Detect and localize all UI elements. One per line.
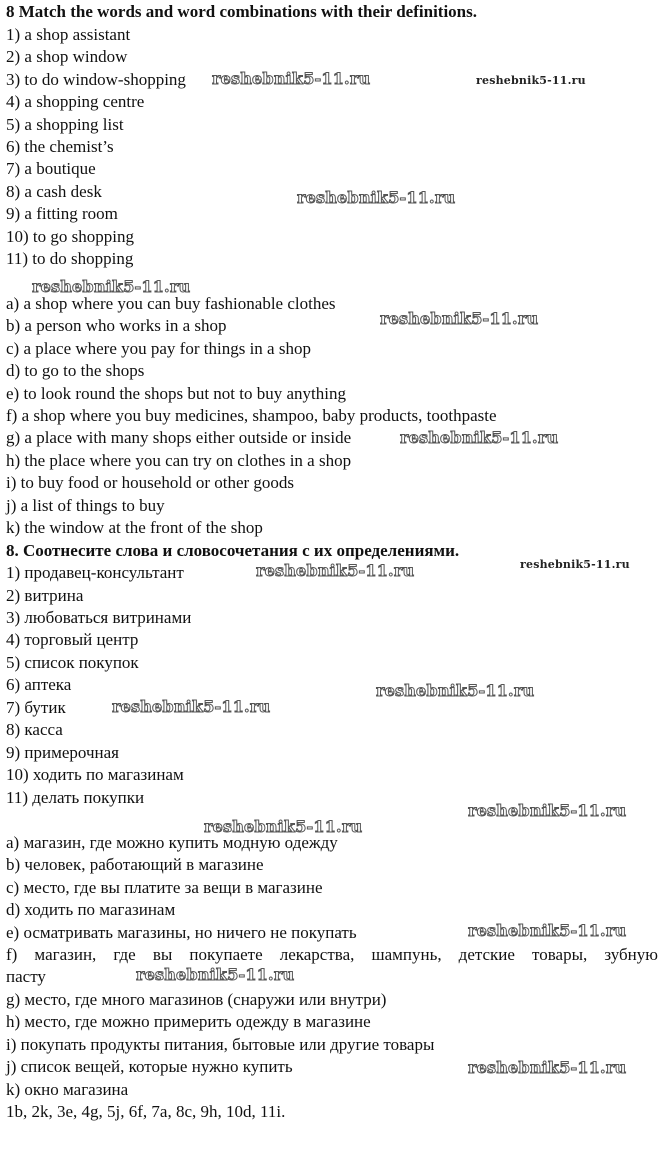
definition-item: j) список вещей, которые нужно купить (6, 1057, 293, 1076)
word: вы (152, 945, 173, 964)
definition-item: g) место, где много магазинов (снаружи или внутри) (6, 990, 387, 1009)
watermark: reshebnik5-11.ru (204, 817, 363, 836)
watermark: reshebnik5-11.ru (476, 74, 586, 87)
definition-item: h) the place where you can try on clothes in a shop (6, 451, 352, 470)
word-item: 9) примерочная (6, 743, 119, 762)
word-item: 11) to do shopping (6, 249, 134, 268)
word: зубную (604, 945, 658, 964)
definition-item: e) to look round the shops but not to buy anything (6, 384, 346, 403)
english-heading: 8 Match the words and word combinations with their definitions. (6, 2, 477, 21)
word-item: 7) a boutique (6, 159, 96, 178)
definition-item: a) магазин, где можно купить модную одежду (6, 833, 338, 852)
watermark: reshebnik5-11.ru (468, 921, 627, 940)
word: детские (458, 945, 515, 964)
watermark: reshebnik5-11.ru (297, 188, 456, 207)
definition-continuation: пасту (6, 967, 46, 986)
word: шампунь, (371, 945, 442, 964)
word: где (113, 945, 136, 964)
watermark: reshebnik5-11.ru (32, 277, 191, 296)
word: f) (6, 945, 18, 964)
word-item: 10) to go shopping (6, 227, 134, 246)
definition-item: k) окно магазина (6, 1080, 129, 1099)
word: товары, (532, 945, 588, 964)
word-item: 3) to do window-shopping (6, 70, 186, 89)
word: покупаете (189, 945, 263, 964)
watermark: reshebnik5-11.ru (256, 561, 415, 580)
watermark: reshebnik5-11.ru (400, 428, 559, 447)
word-item: 11) делать покупки (6, 788, 145, 807)
word-item: 2) витрина (6, 586, 84, 605)
word-item: 8) a cash desk (6, 182, 102, 201)
definition-item-justified (6, 945, 658, 965)
word-item: 1) продавец-консультант (6, 563, 184, 582)
watermark: reshebnik5-11.ru (468, 1058, 627, 1077)
definition-item: k) the window at the front of the shop (6, 518, 263, 537)
answer-key: 1b, 2k, 3e, 4g, 5j, 6f, 7a, 8c, 9h, 10d, 11i. (6, 1102, 286, 1121)
word-item: 1) a shop assistant (6, 25, 131, 44)
word-item: 5) список покупок (6, 653, 139, 672)
definition-item: e) осматривать магазины, но ничего не покупать (6, 923, 357, 942)
watermark: reshebnik5-11.ru (468, 801, 627, 820)
word-item: 6) аптека (6, 675, 72, 694)
watermark: reshebnik5-11.ru (212, 69, 371, 88)
definition-item: d) to go to the shops (6, 361, 145, 380)
word-item: 4) торговый центр (6, 630, 139, 649)
word-item: 10) ходить по магазинам (6, 765, 184, 784)
word-item: 8) касса (6, 720, 63, 739)
word-item: 2) a shop window (6, 47, 128, 66)
word-item: 5) a shopping list (6, 115, 124, 134)
watermark: reshebnik5-11.ru (520, 558, 630, 571)
word: лекарства, (279, 945, 355, 964)
definition-item: c) место, где вы платите за вещи в магазине (6, 878, 323, 897)
definition-item: g) a place with many shops either outside or inside (6, 428, 352, 447)
word-item: 9) a fitting room (6, 204, 118, 223)
definition-item: d) ходить по магазинам (6, 900, 176, 919)
definition-item: b) a person who works in a shop (6, 316, 227, 335)
definition-item: a) a shop where you can buy fashionable clothes (6, 294, 336, 313)
watermark: reshebnik5-11.ru (380, 309, 539, 328)
definition-item: c) a place where you pay for things in a shop (6, 339, 311, 358)
russian-heading: 8. Соотнесите слова и словосочетания с их определениями. (6, 541, 460, 560)
definition-item: h) место, где можно примерить одежду в магазине (6, 1012, 371, 1031)
word-item: 7) бутик (6, 698, 66, 717)
word-item: 6) the chemist’s (6, 137, 114, 156)
word-item: 3) любоваться витринами (6, 608, 192, 627)
definition-item: j) a list of things to buy (6, 496, 165, 515)
watermark: reshebnik5-11.ru (376, 681, 535, 700)
definition-item: i) to buy food or household or other goods (6, 473, 295, 492)
definition-item: b) человек, работающий в магазине (6, 855, 264, 874)
definition-item: f) a shop where you buy medicines, shampoo, baby products, toothpaste (6, 406, 497, 425)
word: магазин, (34, 945, 97, 964)
watermark: reshebnik5-11.ru (136, 965, 295, 984)
definition-item: i) покупать продукты питания, бытовые или другие товары (6, 1035, 435, 1054)
watermark: reshebnik5-11.ru (112, 697, 271, 716)
word-item: 4) a shopping centre (6, 92, 145, 111)
